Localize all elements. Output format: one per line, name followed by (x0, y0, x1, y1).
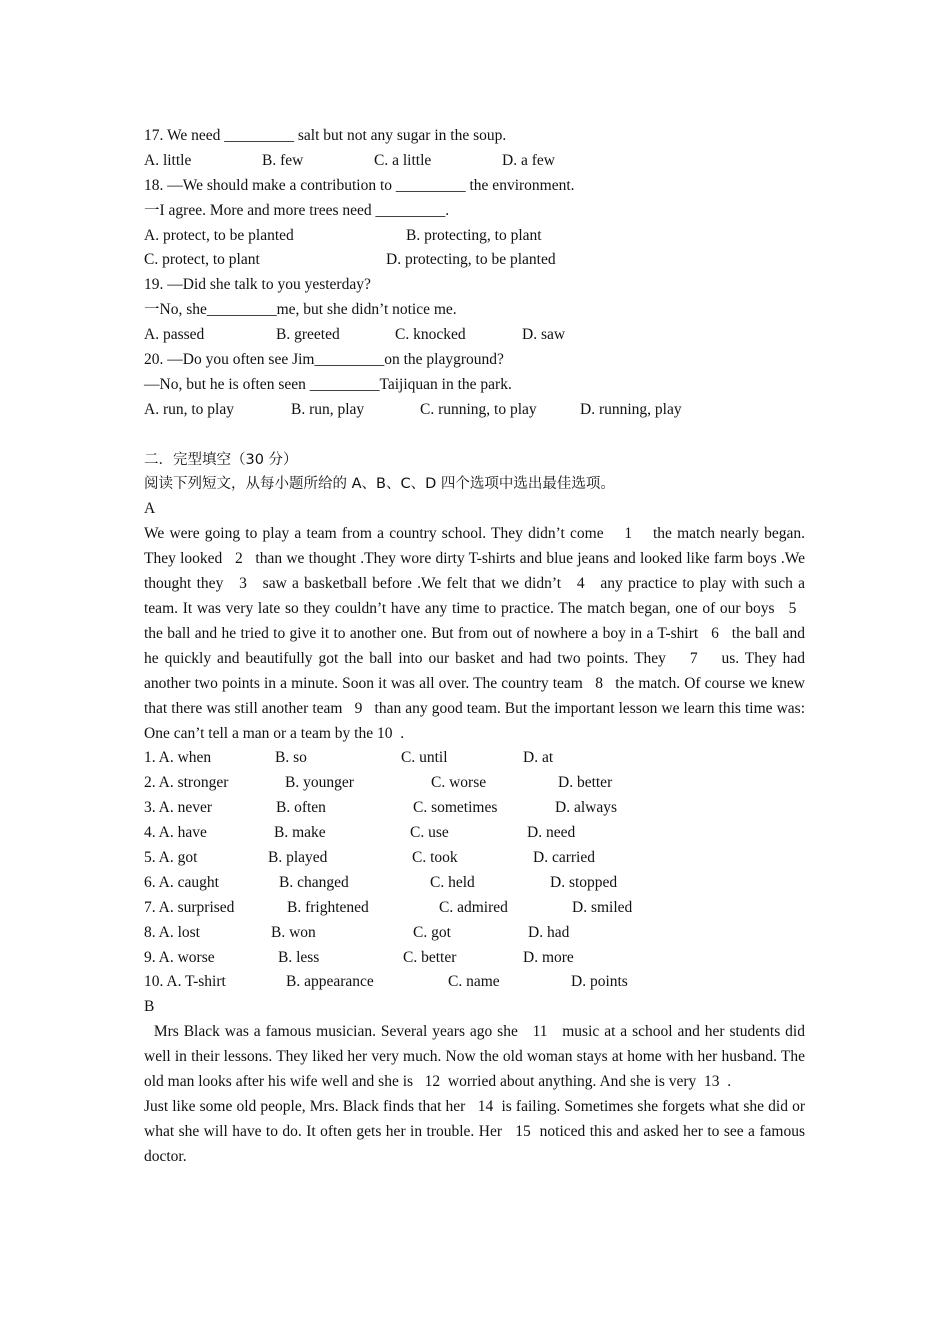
item-d: D. points (571, 973, 628, 991)
item-a: 6. A. caught (144, 873, 219, 891)
item-c: C. got (413, 923, 451, 941)
question-19-reply: 一No, she_________me, but she didn’t notice me. (144, 301, 457, 319)
passage-b-paragraph-1: Mrs Black was a famous musician. Several years ago she 11 music at a school and her students did well in their lessons. They liked her very much. Now the old woman stays at home with her husband. The old man looks after his wife well and she is 12 worried about anything. And she is very 13 . (144, 1023, 805, 1091)
item-b: B. so (275, 749, 307, 767)
item-d: D. better (558, 774, 613, 792)
item-a: 10. A. T-shirt (144, 973, 226, 991)
option-b: B. protecting, to plant (406, 226, 542, 244)
cloze-item (144, 821, 805, 846)
option-c: C. a little (374, 151, 432, 169)
question-18-reply: 一I agree. More and more trees need _________. (144, 201, 450, 219)
item-c: C. held (430, 873, 475, 891)
item-b: B. frightened (287, 898, 369, 916)
item-d: D. carried (533, 848, 595, 866)
cloze-item (144, 796, 805, 821)
item-b: B. played (268, 848, 328, 866)
cloze-item (144, 921, 805, 946)
item-d: D. more (523, 948, 574, 966)
option-d: D. protecting, to be planted (386, 251, 556, 269)
option-d: D. saw (522, 326, 566, 344)
item-b: B. less (278, 948, 320, 966)
question-17-options (144, 149, 805, 174)
cloze-item (144, 746, 805, 771)
cloze-item (144, 970, 805, 995)
section-heading: 二．完型填空（30 分） (144, 451, 298, 468)
item-c: C. better (403, 948, 457, 966)
item-c: C. sometimes (413, 799, 498, 817)
item-c: C. took (412, 848, 458, 866)
section-instruction: 阅读下列短文，从每小题所给的 A、B、C、D 四个选项中选出最佳选项。 (144, 476, 615, 493)
item-d: D. had (528, 923, 570, 941)
cloze-item (144, 846, 805, 871)
item-a: 9. A. worse (144, 948, 215, 966)
item-b: B. often (276, 799, 326, 817)
item-b: B. younger (285, 774, 354, 792)
item-d: D. always (555, 799, 617, 817)
item-a: 5. A. got (144, 848, 198, 866)
option-b: B. few (262, 151, 304, 169)
passage-b-label: B (144, 998, 155, 1016)
cloze-item (144, 946, 805, 971)
question-20-options (144, 398, 805, 423)
cloze-item (144, 871, 805, 896)
option-b: B. greeted (276, 326, 340, 344)
question-17-stem: 17. We need _________ salt but not any sugar in the soup. (144, 127, 507, 144)
question-18-stem: 18. —We should make a contribution to _________ the environment. (144, 176, 575, 194)
item-b: B. make (274, 824, 326, 842)
item-c: C. use (410, 824, 449, 842)
item-a: 8. A. lost (144, 923, 200, 941)
item-c: C. admired (439, 898, 508, 916)
passage-a-text: We were going to play a team from a country school. They didn’t come 1 the match nearly began. They looked 2 than we thought .They wore dirty T-shirts and blue jeans and looked like farm boys .We thought they 3 saw a basketball before .We felt that we didn’t 4 any practice to play with such a team. It was very late so they couldn’t have any time to practice. The match began, one of our boys 5 the ball and he tried to give it to another one. But from out of nowhere a boy in a T-shirt 6 the ball and he quickly and beautifully got the ball into our basket and had two points. They 7 us. They had another two points in a minute. Soon it was all over. The country team 8 the match. Of course we knew that there was still another team 9 than any good team. But the important lesson we learn this time was: One can’t tell a man or a team by the 10 . (144, 525, 805, 742)
question-19-options (144, 323, 805, 348)
option-a: A. passed (144, 326, 205, 344)
item-d: D. at (523, 749, 554, 767)
item-a: 4. A. have (144, 824, 207, 842)
cloze-item (144, 896, 805, 921)
item-a: 7. A. surprised (144, 898, 235, 916)
item-a: 2. A. stronger (144, 774, 229, 792)
question-18-options-row1 (144, 224, 805, 249)
item-d: D. smiled (572, 898, 633, 916)
option-b: B. run, play (291, 400, 365, 418)
option-a: A. run, to play (144, 400, 234, 418)
item-c: C. until (401, 749, 448, 767)
question-20-stem: 20. —Do you often see Jim_________on the playground? (144, 351, 504, 369)
option-c: C. running, to play (420, 400, 537, 418)
passage-b-paragraph-2: Just like some old people, Mrs. Black finds that her 14 is failing. Sometimes she forgets what she did or what she will have to do. It often gets her in trouble. Her 15 noticed this and asked her to see a famous doctor. (144, 1097, 805, 1165)
question-20-reply: —No, but he is often seen _________Taijiquan in the park. (144, 375, 512, 393)
item-b: B. won (271, 923, 316, 941)
item-a: 3. A. never (144, 799, 213, 817)
passage-a-label: A (144, 500, 156, 518)
document-page (144, 124, 805, 1170)
item-c: C. worse (431, 774, 487, 792)
option-c: C. knocked (395, 326, 466, 344)
option-a: A. little (144, 151, 192, 169)
item-b: B. changed (279, 873, 349, 891)
option-d: D. running, play (580, 400, 682, 418)
cloze-item (144, 771, 805, 796)
question-18-options-row2 (144, 248, 805, 273)
item-d: D. need (527, 824, 576, 842)
option-d: D. a few (502, 151, 555, 169)
option-c: C. protect, to plant (144, 251, 260, 269)
question-19-stem: 19. —Did she talk to you yesterday? (144, 276, 371, 294)
item-d: D. stopped (550, 873, 618, 891)
item-b: B. appearance (286, 973, 374, 991)
item-c: C. name (448, 973, 500, 991)
cloze-options-list (144, 746, 805, 995)
item-a: 1. A. when (144, 749, 212, 767)
option-a: A. protect, to be planted (144, 226, 294, 244)
